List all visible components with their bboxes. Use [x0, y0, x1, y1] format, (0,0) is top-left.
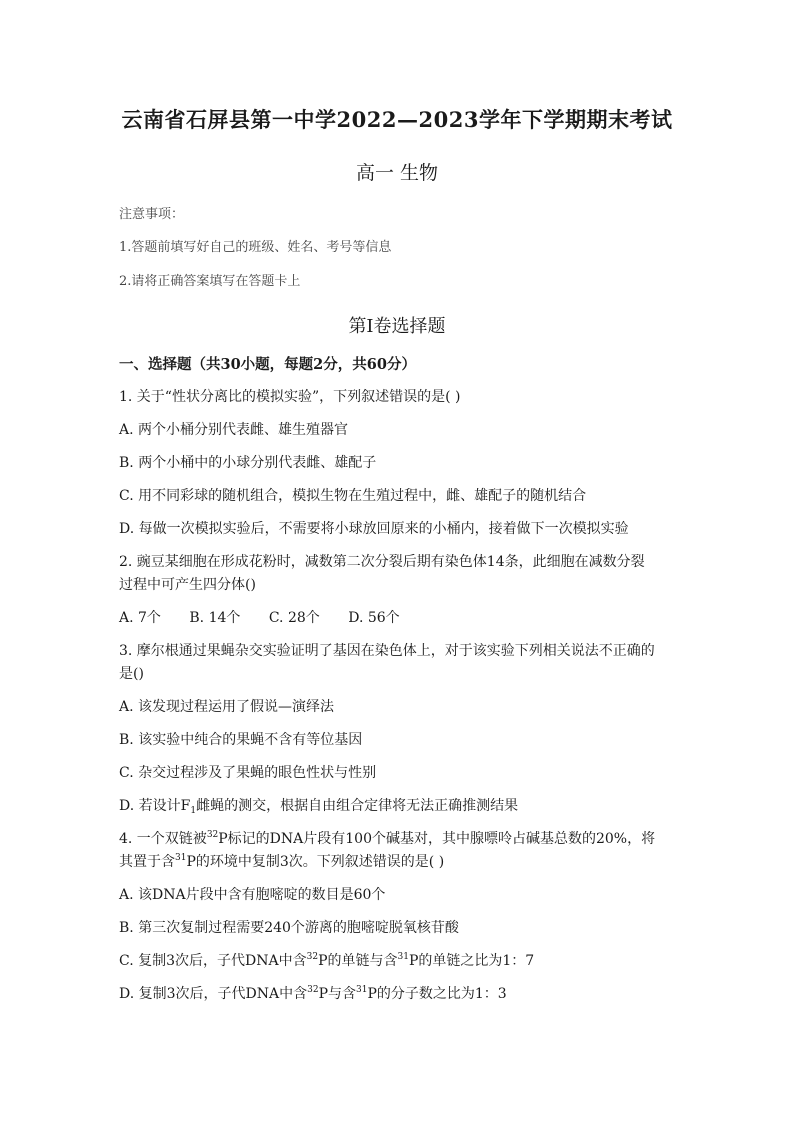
notes-heading: 注意事项：: [119, 207, 185, 222]
question-4-stem-line-2: 其置于含$^{31}$P的环境中复制3次。下列叙述错误的是( ): [119, 853, 445, 870]
question-3-stem-line-1: 3. 摩尔根通过果蝇杂交实验证明了基因在染色体上，对于该实验下列相关说法不正确的: [119, 643, 655, 659]
question-2-stem-line-2: 过程中可产生四分体(): [119, 577, 256, 593]
question-1-stem: 1. 关于“性状分离比的模拟实验”，下列叙述错误的是( ): [119, 389, 461, 405]
question-3-option-d: D. 若设计$F_1$雌蝇的测交，根据自由组合定律将无法正确推测结果: [119, 798, 519, 816]
question-4-option-d: D. 复制3次后，子代DNA中含$^{32}$P与含$^{31}$P的分子数之比为1：3: [119, 985, 507, 1002]
question-4-stem-line-1: 4. 一个双链被$^{32}$P标记的DNA片段有100个碱基对，其中腺嘌呤占碱基总数的20%，将: [119, 830, 656, 847]
question-1-option-d: D. 每做一次模拟实验后，不需要将小球放回原来的小桶内，接着做下一次模拟实验: [119, 521, 629, 537]
question-4-option-c: C. 复制3次后，子代DNA中含$^{32}$P的单链与含$^{31}$P的单链之比为1：7: [119, 952, 535, 969]
question-4-option-a: A. 该DNA片段中含有胞嘧啶的数目是60个: [119, 887, 386, 903]
question-1-option-b: B. 两个小桶中的小球分别代表雌、雄配子: [119, 455, 377, 471]
question-2-option-d: D. 56个: [348, 610, 400, 626]
note-item-2: 2.请将正确答案填写在答题卡上: [119, 274, 301, 289]
section-title: 第Ⅰ卷选择题: [348, 316, 446, 337]
question-3-option-c: C. 杂交过程涉及了果蝇的眼色性状与性别: [119, 765, 377, 781]
question-2-option-a: A. 7个: [119, 610, 161, 626]
question-3-option-a: A. 该发现过程运用了假说—演绎法: [119, 699, 335, 715]
question-2-option-c: C. 28个: [268, 610, 320, 626]
question-3-option-b: B. 该实验中纯合的果蝇不含有等位基因: [119, 732, 363, 748]
part-title: 一、选择题（共30小题，每题2分，共60分）: [119, 356, 416, 373]
question-1-option-a: A. 两个小桶分别代表雌、雄生殖器官: [119, 422, 349, 438]
exam-subtitle: 高一 生物: [355, 162, 439, 184]
note-item-1: 1.答题前填写好自己的班级、姓名、考号等信息: [119, 240, 392, 255]
question-4-option-b: B. 第三次复制过程需要240个游离的胞嘧啶脱氧核苷酸: [119, 920, 459, 936]
question-2-stem-line-1: 2. 豌豆某细胞在形成花粉时，减数第二次分裂后期有染色体14条，此细胞在减数分裂: [119, 554, 645, 570]
question-2-option-b: B. 14个: [189, 610, 241, 626]
exam-title: 云南省石屏县第一中学2022—2023学年下学期期末考试: [121, 107, 673, 132]
question-2-options: [119, 607, 679, 629]
question-1-option-c: C. 用不同彩球的随机组合，模拟生物在生殖过程中，雌、雄配子的随机结合: [119, 488, 587, 504]
question-3-stem-line-2: 是(): [119, 666, 144, 682]
